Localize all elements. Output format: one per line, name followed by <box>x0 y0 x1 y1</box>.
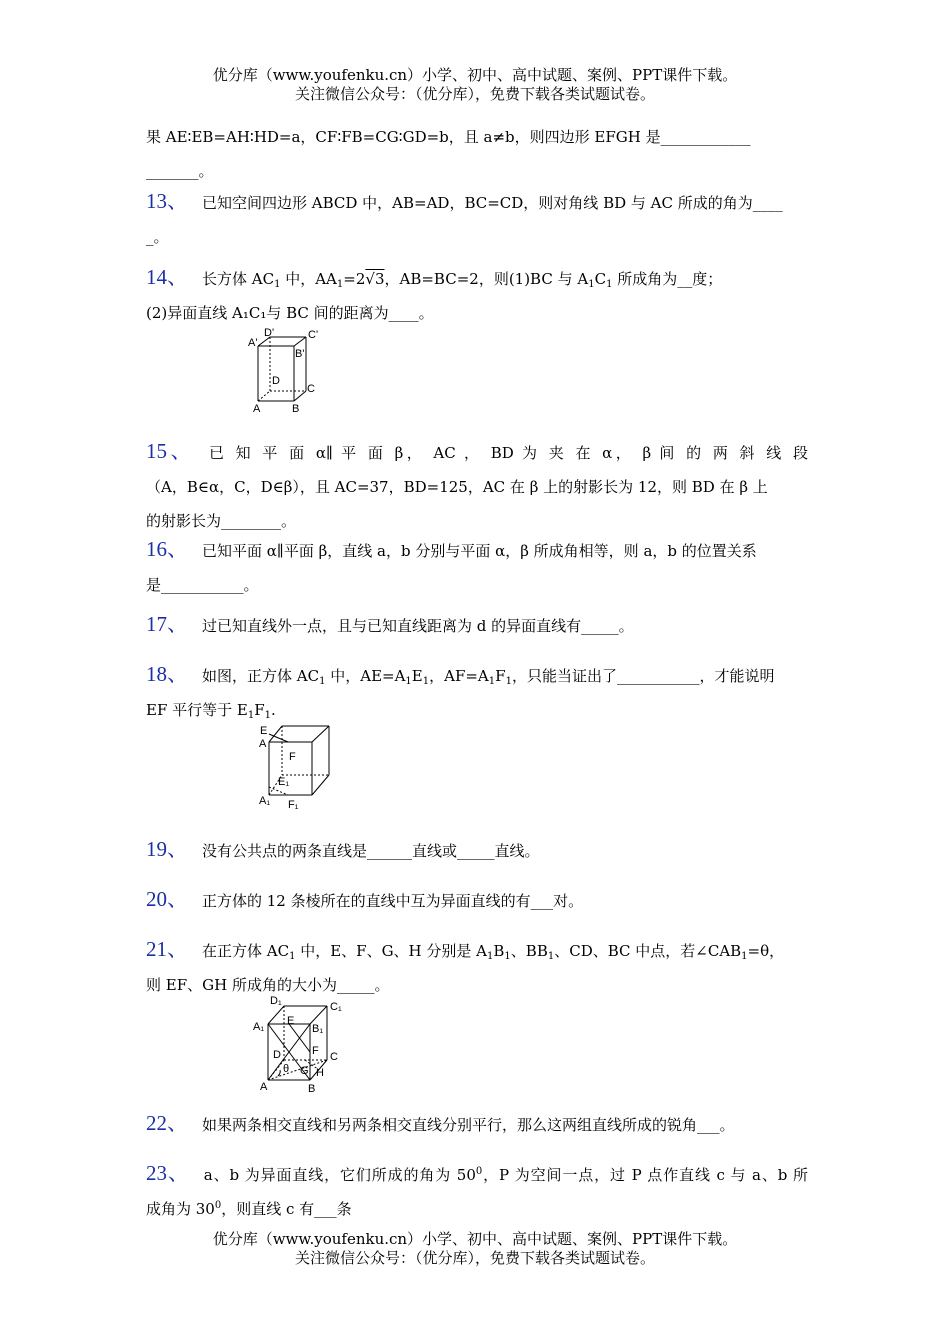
q15-line-3: 的射影长为________。 <box>146 512 297 530</box>
question-number: 17、 <box>146 612 188 636</box>
header-line-1: 优分库（www.youfenku.cn）小学、初中、高中试题、案例、PPT课件下载。 <box>212 66 738 84</box>
label-a-prime: A' <box>248 337 258 349</box>
label-a1: A₁ <box>259 795 271 807</box>
q23-line-1: 23、 a、b 为异面直线，它们所成的角为 $50^0$，P 为空间一点，过 P 点作直线 c 与 a、b 所 <box>146 1161 809 1185</box>
question-12-continuation <box>146 120 808 188</box>
label-e: E <box>260 725 268 737</box>
q23-line-2: 成角为 $30^0$，则直线 c 有___条 <box>146 1200 352 1218</box>
question-number: 20、 <box>146 887 188 911</box>
question-23 <box>146 1156 808 1226</box>
q16-line-1: 已知平面 α∥平面 β，直线 a，b 分别与平面 α，β 所成角相等，则 a，b 的位置关系 <box>202 542 757 560</box>
question-number: 14、 <box>146 265 188 289</box>
q18-cube-figure <box>256 720 336 812</box>
q14-line-2: (2)异面直线 A₁C₁与 BC 间的距离为____。 <box>146 304 434 322</box>
page-footer <box>0 1230 950 1268</box>
label-f1: F₁ <box>288 799 299 811</box>
q21-line-2: 则 EF、GH 所成角的大小为_____。 <box>146 976 390 994</box>
q12-line-2: _______。 <box>146 162 214 180</box>
question-number: 19、 <box>146 837 188 861</box>
q13-line-2: _。 <box>146 228 169 246</box>
label-d1: D₁ <box>270 995 282 1007</box>
footer-line-1: 优分库（www.youfenku.cn）小学、初中、高中试题、案例、PPT课件下载。 <box>212 1230 738 1248</box>
footer-line-2: 关注微信公众号：（优分库），免费下载各类试题试卷。 <box>294 1249 655 1267</box>
question-number: 16、 <box>146 537 188 561</box>
question-21 <box>146 932 808 1002</box>
q14-line-1: 14、 长方体 $AC_1$ 中，$AA_1=2√3$，AB=BC=2，则(1)BC 与 $A_1C_1$ 所成角为__度； <box>146 265 723 290</box>
question-number: 22、 <box>146 1111 188 1135</box>
q16-line-2: 是___________。 <box>146 576 259 594</box>
q13-line-1: 已知空间四边形 ABCD 中，AB=AD，BC=CD，则对角线 BD 与 AC 所成的角为____ <box>202 194 783 212</box>
q21-cube-figure <box>250 994 350 1094</box>
question-18 <box>146 657 808 727</box>
question-number: 18、 <box>146 662 188 686</box>
question-13 <box>146 184 808 254</box>
label-b-prime: B' <box>295 348 305 360</box>
label-a: A <box>259 738 267 750</box>
question-19 <box>146 832 808 868</box>
question-20 <box>146 882 808 918</box>
label-a: A <box>253 403 261 415</box>
label-d: D <box>272 375 280 387</box>
question-22 <box>146 1106 808 1142</box>
q18-line-1: 18、 如图，正方体 $AC_1$ 中，$AE=A_1E_1$，$AF=A_1F_1$，只能当证出了___________，才能说明 <box>146 662 775 687</box>
label-d: D <box>273 1049 281 1061</box>
label-c: C <box>330 1051 338 1063</box>
label-h: H <box>316 1067 324 1079</box>
label-b: B <box>292 403 300 415</box>
label-a1: A₁ <box>253 1021 265 1033</box>
label-theta: θ <box>283 1063 290 1075</box>
label-c1: C₁ <box>330 1001 342 1013</box>
q22-line-1: 如果两条相交直线和另两条相交直线分别平行，那么这两组直线所成的锐角___。 <box>202 1116 735 1134</box>
question-number: 13、 <box>146 189 188 213</box>
label-b1: B₁ <box>312 1023 324 1035</box>
question-15 <box>146 434 808 538</box>
label-d-prime: D' <box>264 327 275 339</box>
q15-line-2: （A，B∈α，C，D∈β），且 AC=37，BD=125，AC 在 β 上的射影长为 12，则 BD 在 β 上 <box>146 478 768 496</box>
q18-line-2: EF 平行等于 $E_1F_1$. <box>146 701 276 721</box>
page-header <box>0 66 950 104</box>
label-e1: E₁ <box>278 776 290 788</box>
label-c-prime: C' <box>308 329 319 341</box>
label-a: A <box>260 1081 268 1093</box>
label-c: C <box>307 383 315 395</box>
question-number: 21、 <box>146 937 188 961</box>
label-e: E <box>287 1015 295 1027</box>
question-17 <box>146 607 808 643</box>
label-g: G <box>300 1065 309 1077</box>
q19-line-1: 没有公共点的两条直线是______直线或_____直线。 <box>202 842 540 860</box>
header-line-2: 关注微信公众号：（优分库），免费下载各类试题试卷。 <box>294 85 655 103</box>
question-number: 23、 <box>146 1161 190 1185</box>
label-f: F <box>312 1045 319 1057</box>
q21-line-1: 21、 在正方体 $AC_1$ 中，E、F、G、H 分别是 $A_1B_1$、$BB_1$、CD、BC 中点，若$\angle CAB_1=\theta$， <box>146 937 785 962</box>
question-14 <box>146 260 808 330</box>
q14-box-figure <box>246 326 326 416</box>
question-16 <box>146 532 808 602</box>
q20-line-1: 正方体的 12 条棱所在的直线中互为异面直线的有___对。 <box>202 892 584 910</box>
q12-line-1: 果 AE∶EB=AH∶HD=a，CF∶FB=CG∶GD=b，且 a≠b，则四边形 EFGH 是____________ <box>146 128 751 146</box>
q15-line-1: 已 知 平 面 α∥ 平 面 β， AC ， BD 为 夹 在 α， β 间 的 两 斜 线 段 <box>208 444 808 462</box>
label-f: F <box>289 751 296 763</box>
label-b: B <box>308 1083 316 1094</box>
question-number: 15、 <box>146 439 195 463</box>
q17-line-1: 过已知直线外一点，且与已知直线距离为 d 的异面直线有_____。 <box>202 617 634 635</box>
